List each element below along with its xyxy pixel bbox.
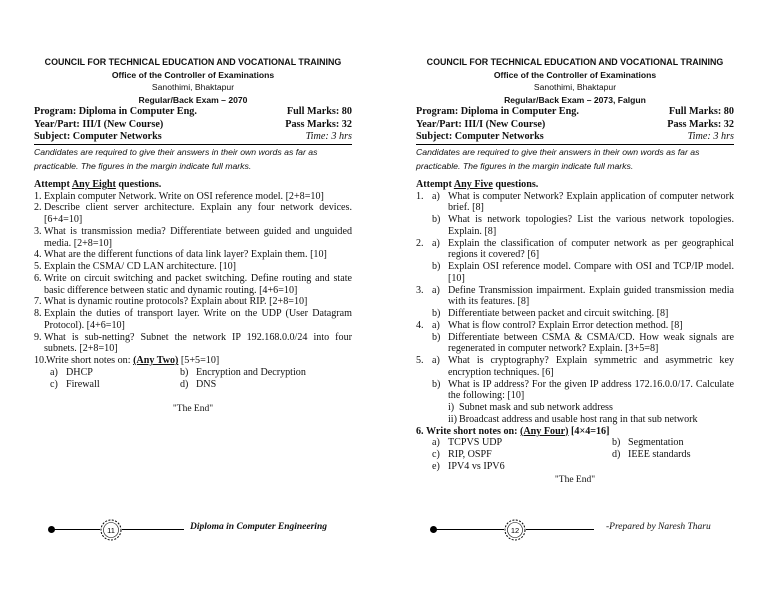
sub-question: b) Differentiate between CSMA & CSMA/CD. How weak signals are regenerated in computer network? Explain. [3+5=8]	[432, 331, 734, 355]
page-number-badge-icon	[100, 519, 122, 541]
place-name: Sanothimi, Bhaktapur	[533, 82, 617, 93]
option-item: c) RIP, OSPF	[432, 449, 492, 461]
place-name: Sanothimi, Bhaktapur	[151, 82, 235, 93]
pass-marks: Pass Marks: 32	[285, 118, 352, 130]
sub-question: b) Explain OSI reference model. Compare with OSI and TCP/IP model. [10]	[432, 261, 734, 284]
exam-header	[416, 56, 734, 106]
question-item: 1. a) What is computer Network? Explain application of computer network brief. [8]	[416, 190, 734, 214]
sub-question: a) What is flow control? Explain Error detection method. [8]	[432, 319, 683, 331]
page-number-badge-icon	[504, 519, 526, 541]
question-item: 6. Write short notes on: (Any Four) [4×4=16]	[416, 425, 610, 437]
full-marks: Full Marks: 80	[668, 106, 734, 118]
option-item: b) Encryption and Decryption	[180, 366, 306, 378]
subject-label: Subject: Computer Networks	[416, 130, 544, 142]
footer-line	[52, 529, 100, 530]
footer-line	[122, 529, 184, 530]
footer-line	[434, 529, 504, 530]
attempt-instruction: Attempt Any Eight questions.	[34, 178, 162, 190]
question-item: 5. a) What is cryptography? Explain symmetric and asymmetric key encryption techniques. [6]	[416, 355, 734, 378]
exam-header	[34, 56, 352, 106]
instructions: Candidates are required to give their answers in their own words as far as practicable. The figures in the margin indicate full marks.	[416, 147, 700, 172]
office-name: Office of the Controller of Examinations	[111, 69, 275, 80]
sub-question: b) What is IP address? For the given IP address 172.16.0.0/17. Calculate the following: [10]	[432, 378, 734, 402]
question-item: 7. What is dynamic routine protocols? Explain about RIP. [2+8=10]	[34, 296, 308, 308]
question-item: 2. Describe client server architecture. Explain any four network devices. [6+4=10]	[34, 202, 352, 226]
left-footer	[48, 519, 368, 541]
end-marker: "The End"	[554, 474, 596, 485]
option-item: a) DHCP	[50, 366, 93, 378]
short-note-options	[34, 367, 352, 391]
sub-question: a) Define Transmission impairment. Explain guided transmission media with its features. [8]	[432, 284, 734, 308]
question-item: 5. Explain the CSMA/ CD LAN architecture. [10]	[34, 261, 237, 273]
sub-question: b) What is network topologies? List the various network topologies. Explain. [8]	[432, 214, 734, 237]
question-item: 4. What are the different functions of data link layer? Explain them. [10]	[34, 249, 327, 261]
attempt-instruction: Attempt Any Five questions.	[416, 178, 539, 190]
option-item: d) IEEE standards	[612, 449, 691, 461]
footer-text: Diploma in Computer Engineering	[190, 522, 327, 532]
question-item: 10. Write short notes on: (Any Two) [5+5=10]	[34, 355, 220, 367]
short-note-options	[416, 437, 734, 472]
sub-question: a) What is computer Network? Explain application of computer network brief. [8]	[432, 190, 734, 214]
footer-line	[526, 529, 594, 530]
time-allowed: Time: 3 hrs	[305, 130, 352, 142]
instructions: Candidates are required to give their answers in their own words as far as practicable. The figures in the margin indicate full marks.	[34, 147, 318, 172]
exam-meta	[416, 106, 734, 145]
exam-title: Regular/Back Exam – 2070	[138, 94, 248, 105]
pass-marks: Pass Marks: 32	[667, 118, 734, 130]
sub-sub-question: ii) Broadcast address and usable host rang in that sub network	[448, 413, 698, 425]
program-label: Program: Diploma in Computer Eng.	[34, 106, 197, 118]
question-item: 1. Explain computer Network. Write on OSI reference model. [2+8=10]	[34, 190, 324, 202]
subject-label: Subject: Computer Networks	[34, 130, 162, 142]
page-number: 11	[107, 525, 115, 535]
option-item: a) TCPVS UDP	[432, 437, 503, 449]
question-item: 3. a) Define Transmission impairment. Explain guided transmission media with its features. [8]	[416, 284, 734, 308]
left-page	[34, 56, 352, 416]
footer-text: -Prepared by Naresh Tharu	[606, 522, 711, 532]
right-footer	[430, 519, 740, 541]
sub-question: a) What is cryptography? Explain symmetric and asymmetric key encryption techniques. [6]	[432, 355, 734, 378]
question-item: 6. Write on circuit switching and packet switching. Define routing and state basic difference between static and dynamic routing. [4+6=10]	[34, 272, 352, 296]
question-item: 2. a) Explain the classification of computer network as per geographical regions it covered? [6]	[416, 237, 734, 261]
option-item: d) DNS	[180, 378, 217, 390]
program-label: Program: Diploma in Computer Eng.	[416, 106, 579, 118]
option-item: e) IPV4 vs IPV6	[432, 460, 505, 472]
option-item: c) Firewall	[50, 378, 100, 390]
question-list	[416, 179, 734, 487]
exam-title: Regular/Back Exam – 2073, Falgun	[504, 94, 646, 105]
question-list	[34, 179, 352, 416]
sub-question: a) Explain the classification of computer network as per geographical regions it covered? [6]	[432, 237, 734, 261]
sub-question: b) Differentiate between packet and circuit switching. [8]	[432, 308, 669, 320]
question-item: 4. a) What is flow control? Explain Error detection method. [8]	[416, 320, 734, 332]
office-name: Office of the Controller of Examinations	[493, 69, 657, 80]
time-allowed: Time: 3 hrs	[687, 130, 734, 142]
year-part: Year/Part: III/I (New Course)	[34, 118, 164, 130]
council-name: COUNCIL FOR TECHNICAL EDUCATION AND VOCATIONAL TRAINING	[44, 57, 342, 67]
right-page	[416, 56, 734, 486]
option-item: b) Segmentation	[612, 437, 684, 449]
sub-sub-question: i) Subnet mask and sub network address	[448, 402, 613, 414]
full-marks: Full Marks: 80	[286, 106, 352, 118]
question-item: 8. Explain the duties of transport layer. Write on the UDP (User Datagram Protocol). [4+6=10]	[34, 308, 352, 331]
year-part: Year/Part: III/I (New Course)	[416, 118, 546, 130]
question-item: 9. What is sub-netting? Subnet the network IP 192.168.0.0/24 into four subnets. [2+8=10]	[34, 331, 352, 355]
end-marker: "The End"	[172, 404, 214, 415]
council-name: COUNCIL FOR TECHNICAL EDUCATION AND VOCATIONAL TRAINING	[426, 57, 724, 67]
page-number: 12	[510, 525, 520, 535]
exam-meta	[34, 106, 352, 145]
question-item: 3. What is transmission media? Differentiate between guided and unguided media. [2+8=10]	[34, 225, 352, 249]
